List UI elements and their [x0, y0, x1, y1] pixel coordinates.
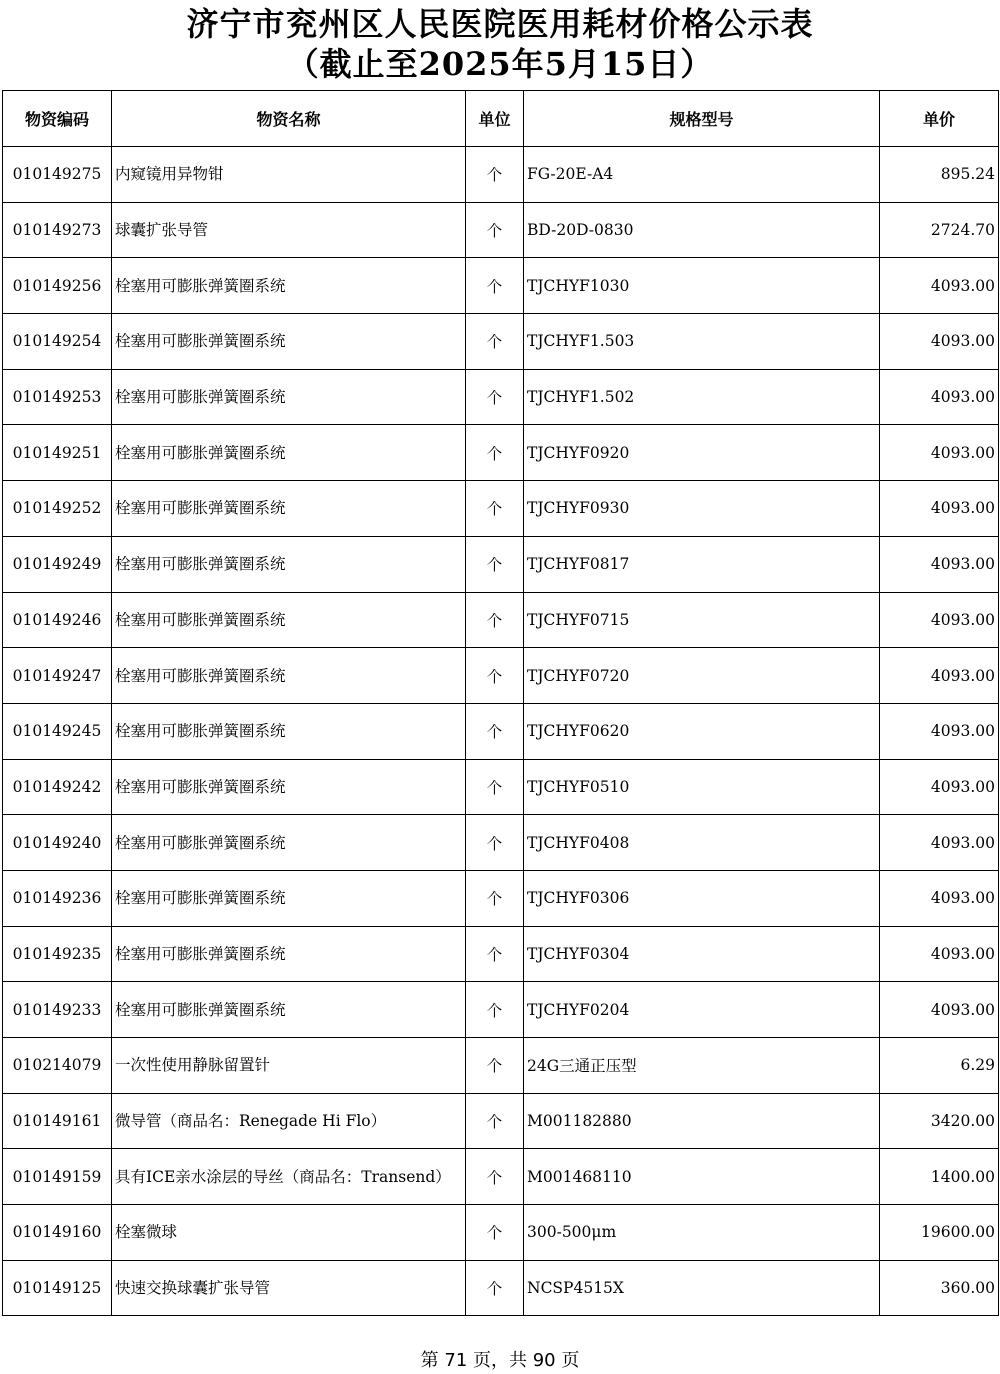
cell-unit: 个 — [466, 314, 524, 370]
cell-code: 010149240 — [3, 815, 112, 871]
cell-name: 栓塞用可膨胀弹簧圈系统 — [112, 648, 466, 704]
cell-name: 栓塞用可膨胀弹簧圈系统 — [112, 481, 466, 537]
cell-code: 010149245 — [3, 703, 112, 759]
cell-name: 栓塞用可膨胀弹簧圈系统 — [112, 815, 466, 871]
table-row — [3, 1260, 999, 1316]
cell-spec: TJCHYF1030 — [524, 258, 880, 314]
cell-price: 2724.70 — [880, 202, 999, 258]
cell-price: 4093.00 — [880, 926, 999, 982]
cell-code: 010149233 — [3, 982, 112, 1038]
table-body — [3, 147, 999, 1316]
cell-spec: TJCHYF0304 — [524, 926, 880, 982]
cell-price: 4093.00 — [880, 425, 999, 481]
cell-code: 010149273 — [3, 202, 112, 258]
cell-name: 栓塞用可膨胀弹簧圈系统 — [112, 425, 466, 481]
cell-spec: TJCHYF0204 — [524, 982, 880, 1038]
table-row — [3, 592, 999, 648]
cell-price: 895.24 — [880, 147, 999, 203]
cell-unit: 个 — [466, 759, 524, 815]
cell-spec: TJCHYF0720 — [524, 648, 880, 704]
cell-unit: 个 — [466, 258, 524, 314]
cell-price: 4093.00 — [880, 703, 999, 759]
table-row — [3, 759, 999, 815]
cell-name: 栓塞用可膨胀弹簧圈系统 — [112, 592, 466, 648]
cell-name: 一次性使用静脉留置针 — [112, 1038, 466, 1094]
header-price: 单价 — [880, 91, 999, 147]
table-row — [3, 815, 999, 871]
cell-spec: TJCHYF0306 — [524, 870, 880, 926]
cell-price: 4093.00 — [880, 369, 999, 425]
cell-price: 4093.00 — [880, 314, 999, 370]
cell-spec: FG-20E-A4 — [524, 147, 880, 203]
cell-code: 010149253 — [3, 369, 112, 425]
cell-price: 4093.00 — [880, 592, 999, 648]
cell-price: 4093.00 — [880, 648, 999, 704]
cell-unit: 个 — [466, 1038, 524, 1094]
cell-spec: M001468110 — [524, 1149, 880, 1205]
table-row — [3, 870, 999, 926]
table-row — [3, 314, 999, 370]
cell-price: 4093.00 — [880, 481, 999, 537]
cell-name: 栓塞用可膨胀弹簧圈系统 — [112, 703, 466, 759]
cell-code: 010149236 — [3, 870, 112, 926]
cell-name: 栓塞微球 — [112, 1205, 466, 1261]
cell-code: 010149252 — [3, 481, 112, 537]
cell-name: 微导管（商品名：Renegade Hi Flo） — [112, 1093, 466, 1149]
cell-spec: 300-500μm — [524, 1205, 880, 1261]
cell-unit: 个 — [466, 703, 524, 759]
cell-name: 栓塞用可膨胀弹簧圈系统 — [112, 926, 466, 982]
table-row — [3, 147, 999, 203]
cell-unit: 个 — [466, 1260, 524, 1316]
cell-name: 具有ICE亲水涂层的导丝（商品名：Transend） — [112, 1149, 466, 1205]
cell-code: 010149247 — [3, 648, 112, 704]
cell-spec: TJCHYF0408 — [524, 815, 880, 871]
cell-unit: 个 — [466, 481, 524, 537]
cell-price: 4093.00 — [880, 982, 999, 1038]
cell-code: 010149242 — [3, 759, 112, 815]
table-row — [3, 369, 999, 425]
cell-price: 19600.00 — [880, 1205, 999, 1261]
cell-code: 010149159 — [3, 1149, 112, 1205]
cell-spec: TJCHYF0817 — [524, 536, 880, 592]
header-unit: 单位 — [466, 91, 524, 147]
cell-spec: BD-20D-0830 — [524, 202, 880, 258]
cell-unit: 个 — [466, 536, 524, 592]
cell-price: 360.00 — [880, 1260, 999, 1316]
cell-price: 4093.00 — [880, 536, 999, 592]
cell-price: 1400.00 — [880, 1149, 999, 1205]
cell-spec: TJCHYF1.502 — [524, 369, 880, 425]
cell-code: 010149256 — [3, 258, 112, 314]
table-row — [3, 536, 999, 592]
cell-unit: 个 — [466, 1149, 524, 1205]
cell-name: 栓塞用可膨胀弹簧圈系统 — [112, 870, 466, 926]
cell-unit: 个 — [466, 1205, 524, 1261]
cell-code: 010149235 — [3, 926, 112, 982]
page-title: 济宁市兖州区人民医院医用耗材价格公示表 — [186, 5, 814, 43]
cell-code: 010214079 — [3, 1038, 112, 1094]
cell-unit: 个 — [466, 147, 524, 203]
cell-name: 栓塞用可膨胀弹簧圈系统 — [112, 759, 466, 815]
page-subtitle-date: （截止至2025年5月15日） — [286, 45, 714, 83]
cell-price: 4093.00 — [880, 759, 999, 815]
table-row — [3, 202, 999, 258]
cell-name: 栓塞用可膨胀弹簧圈系统 — [112, 314, 466, 370]
cell-unit: 个 — [466, 982, 524, 1038]
table-row — [3, 1038, 999, 1094]
cell-unit: 个 — [466, 425, 524, 481]
cell-unit: 个 — [466, 648, 524, 704]
cell-unit: 个 — [466, 592, 524, 648]
cell-price: 4093.00 — [880, 870, 999, 926]
cell-spec: TJCHYF0510 — [524, 759, 880, 815]
cell-code: 010149275 — [3, 147, 112, 203]
table-row — [3, 1149, 999, 1205]
cell-code: 010149251 — [3, 425, 112, 481]
table-row — [3, 481, 999, 537]
header-code: 物资编码 — [3, 91, 112, 147]
cell-name: 内窥镜用异物钳 — [112, 147, 466, 203]
cell-name: 栓塞用可膨胀弹簧圈系统 — [112, 369, 466, 425]
table-row — [3, 425, 999, 481]
cell-unit: 个 — [466, 815, 524, 871]
table-row — [3, 703, 999, 759]
table-row — [3, 258, 999, 314]
header-spec: 规格型号 — [524, 91, 880, 147]
cell-spec: TJCHYF0920 — [524, 425, 880, 481]
table-row — [3, 926, 999, 982]
cell-unit: 个 — [466, 202, 524, 258]
table-row — [3, 1205, 999, 1261]
cell-unit: 个 — [466, 870, 524, 926]
cell-code: 010149249 — [3, 536, 112, 592]
cell-price: 6.29 — [880, 1038, 999, 1094]
cell-spec: TJCHYF1.503 — [524, 314, 880, 370]
cell-code: 010149125 — [3, 1260, 112, 1316]
cell-name: 栓塞用可膨胀弹簧圈系统 — [112, 258, 466, 314]
cell-name: 栓塞用可膨胀弹簧圈系统 — [112, 982, 466, 1038]
cell-code: 010149246 — [3, 592, 112, 648]
cell-unit: 个 — [466, 926, 524, 982]
cell-spec: TJCHYF0930 — [524, 481, 880, 537]
cell-price: 4093.00 — [880, 258, 999, 314]
cell-code: 010149254 — [3, 314, 112, 370]
price-table — [2, 90, 999, 1316]
cell-spec: M001182880 — [524, 1093, 880, 1149]
cell-unit: 个 — [466, 1093, 524, 1149]
cell-name: 快速交换球囊扩张导管 — [112, 1260, 466, 1316]
table-row — [3, 648, 999, 704]
cell-spec: TJCHYF0620 — [524, 703, 880, 759]
header-name: 物资名称 — [112, 91, 466, 147]
cell-price: 4093.00 — [880, 815, 999, 871]
cell-name: 栓塞用可膨胀弹簧圈系统 — [112, 536, 466, 592]
cell-code: 010149161 — [3, 1093, 112, 1149]
cell-spec: TJCHYF0715 — [524, 592, 880, 648]
cell-spec: NCSP4515X — [524, 1260, 880, 1316]
table-row — [3, 1093, 999, 1149]
table-row — [3, 982, 999, 1038]
cell-spec: 24G三通正压型 — [524, 1038, 880, 1094]
page-number: 第 71 页，共 90 页 — [420, 1350, 580, 1371]
cell-code: 010149160 — [3, 1205, 112, 1261]
table-header-row — [3, 91, 999, 147]
cell-price: 3420.00 — [880, 1093, 999, 1149]
cell-name: 球囊扩张导管 — [112, 202, 466, 258]
cell-unit: 个 — [466, 369, 524, 425]
